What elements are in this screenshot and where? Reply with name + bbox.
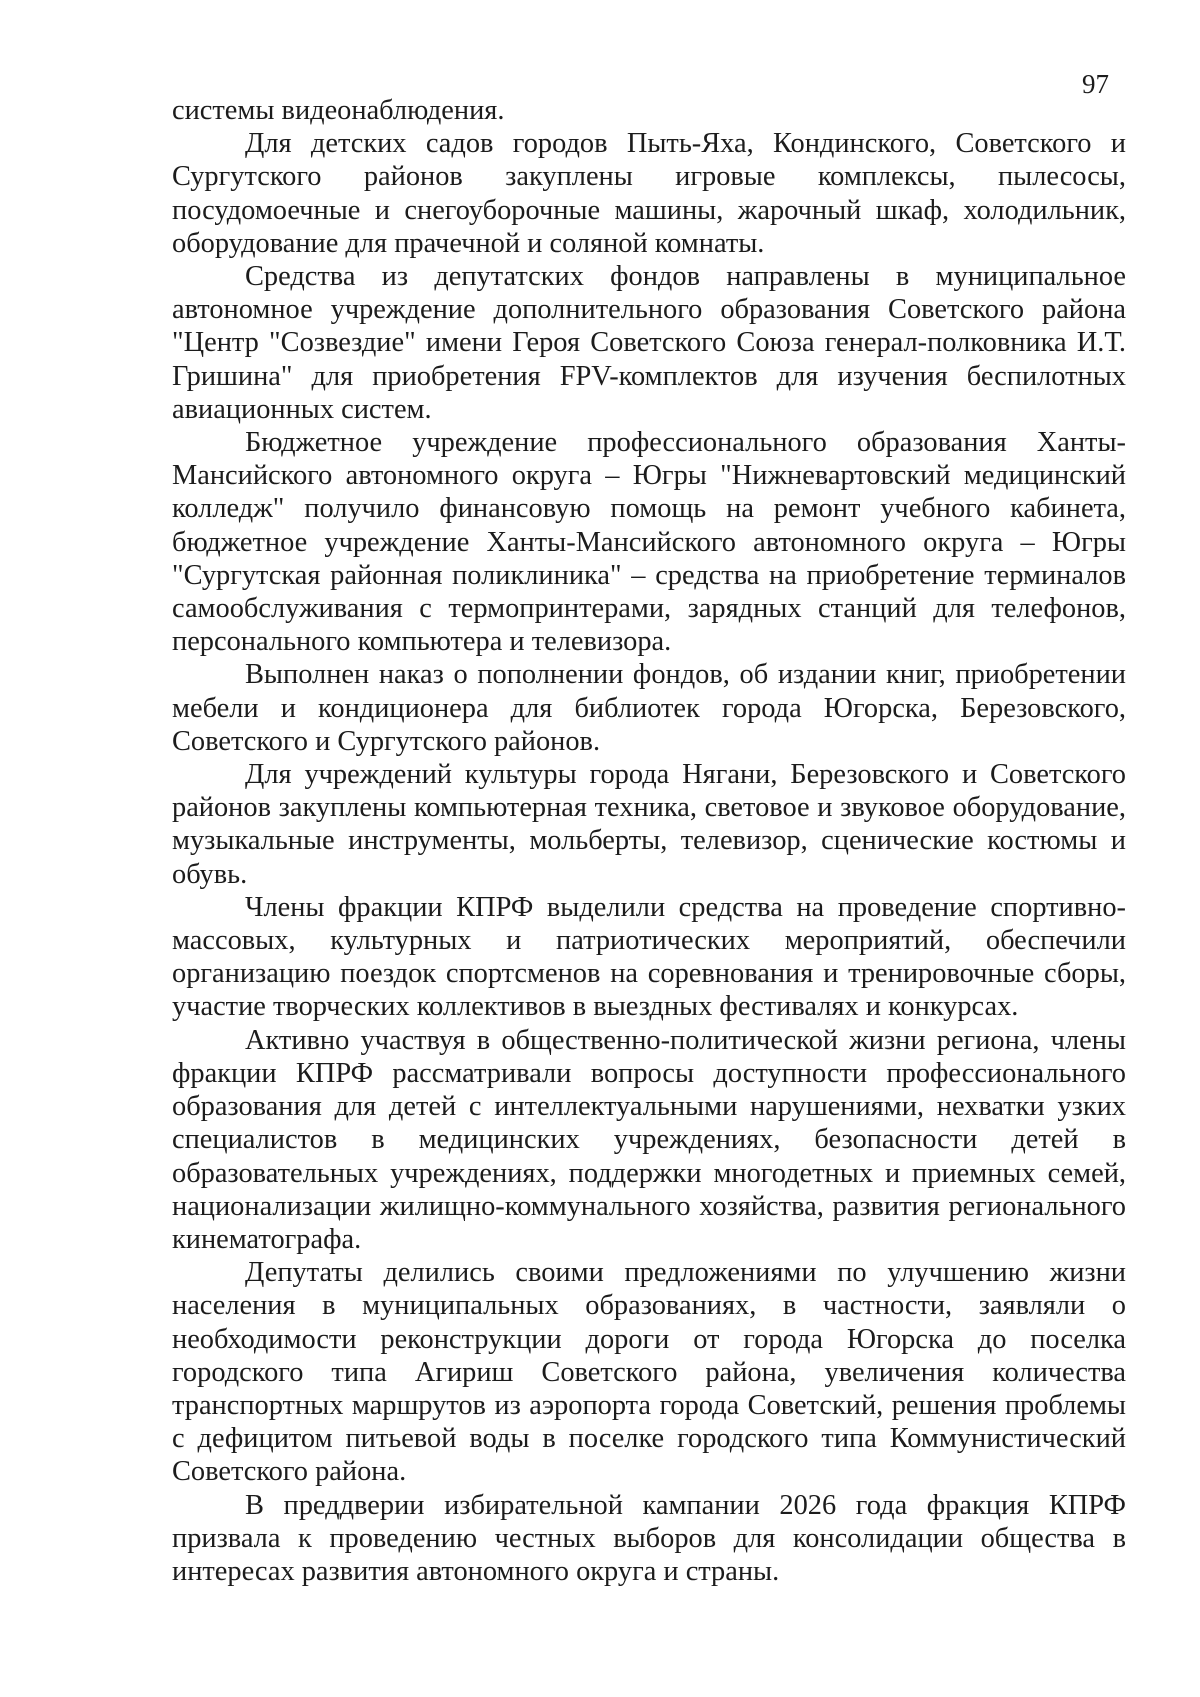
paragraph-sports-events: Члены фракции КПРФ выделили средства на проведение спортивно-массовых, культурных и патриотических мероприятий, обеспечили организацию поездок спортсменов на соревнования и тренировочные сборы, участие творческих коллективов в выездных фестивалях и конкурсах. [172,891,1126,1023]
paragraph-kindergartens: Для детских садов городов Пыть-Яха, Кондинского, Советского и Сургутского районов закуплены игровые комплексы, пылесосы, посудомоечные и снегоуборочные машины, жарочный шкаф, холодильник, оборудование для прачечной и соляной комнаты. [172,128,1126,259]
paragraph-medical-college: Бюджетное учреждение профессионального образования Ханты-Мансийского автономного округа – Югры "Нижневартовский медицинский колледж" получило финансовую помощь на ремонт учебного кабинета, бюджетное учреждение Ханты-Мансийского автономного округа – Югры "Сургутская районная поликлиника" – средства на приобретение терминалов самообслуживания с термопринтерами, зарядных станций для телефонов, персонального компьютера и телевизора. [172,427,1126,658]
paragraph-deputy-funds: Средства из депутатских фондов направлены в муниципальное автономное учреждение дополнительного образования Советского района "Центр "Созвездие" имени Героя Советского Союза генерал-полковника И.Т. Гришина" для приобретения FPV-комплектов для изучения беспилотных авиационных систем. [172,261,1126,425]
paragraph-political-life: Активно участвуя в общественно-политической жизни региона, члены фракции КПРФ рассматривали вопросы доступности профессионального образования для детей с интеллектуальными нарушениями, нехватки узких специалистов в медицинских учреждениях, безопасности детей в образовательных учреждениях, поддержки многодетных и приемных семей, национализации жилищно-коммунального хозяйства, развития регионального кинематографа. [172,1024,1126,1255]
paragraph-deputy-proposals: Депутаты делились своими предложениями по улучшению жизни населения в муниципальных образованиях, в частности, заявляли о необходимости реконструкции дороги от города Югорска до поселка городского типа Агириш Советского района, увеличения количества транспортных маршрутов из аэропорта города Советский, решения проблемы с дефицитом питьевой воды в поселке городского типа Коммунистический Советского района. [172,1257,1126,1488]
paragraph-election-campaign: В преддверии избирательной кампании 2026 года фракция КПРФ призвала к проведению честных выборов для консолидации общества в интересах развития автономного округа и страны. [172,1489,1126,1587]
paragraph-continuation: системы видеонаблюдения. [172,95,505,126]
paragraph-culture: Для учреждений культуры города Нягани, Березовского и Советского районов закуплены компьютерная техника, световое и звуковое оборудование, музыкальные инструменты, мольберты, телевизор, сценические костюмы и обувь. [172,759,1126,890]
document-body [172,94,1126,1588]
page-number: 97 [1082,69,1109,99]
paragraph-libraries: Выполнен наказ о пополнении фондов, об издании книг, приобретении мебели и кондиционера для библиотек города Югорска, Березовского, Советского и Сургутского районов. [172,659,1126,757]
